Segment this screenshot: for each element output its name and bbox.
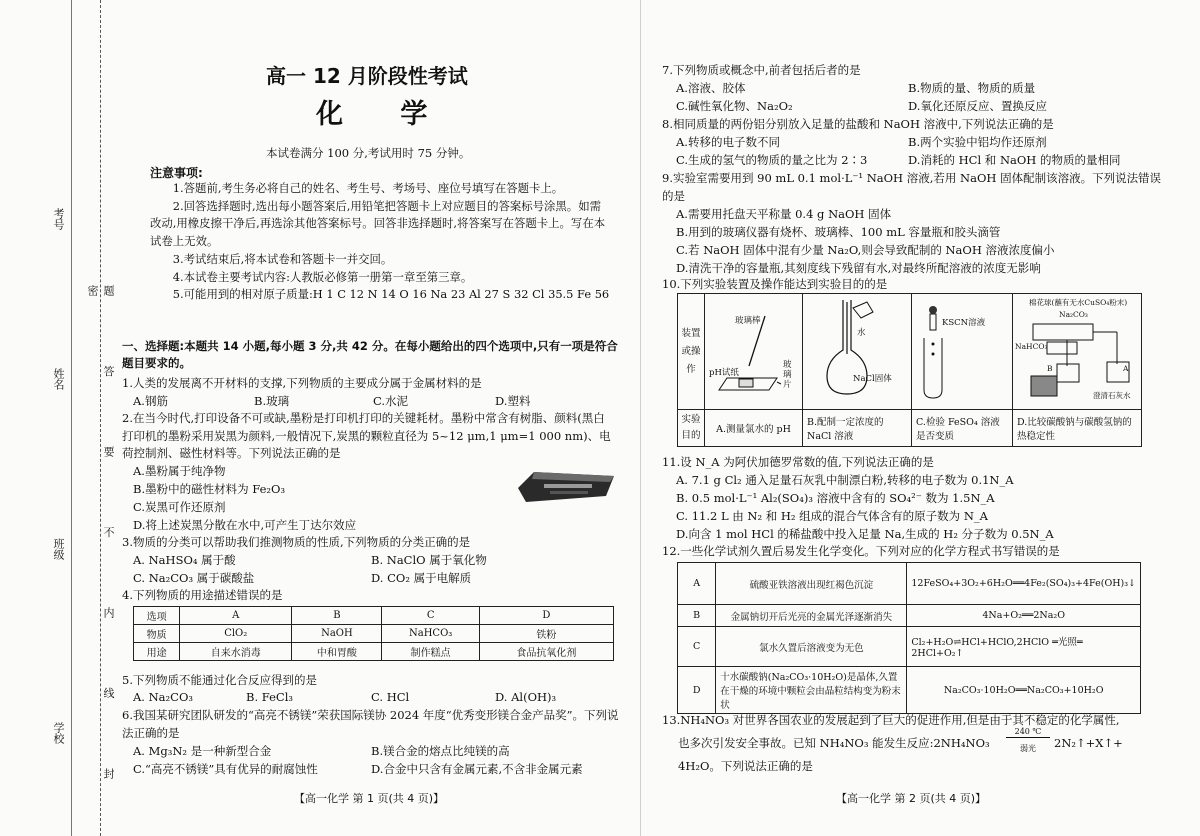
table-cell: 选项 — [134, 607, 180, 625]
q11-option-a: A. 7.1 g Cl₂ 通入足量石灰乳中制漂白粉,转移的电子数为 0.1N_A — [676, 473, 1014, 487]
table-row — [134, 625, 614, 643]
page-footer: 【高一化学 第 1 页(共 4 页)】 — [294, 792, 445, 805]
exam-no-label: 考号 — [52, 208, 65, 230]
question-13-stem-line2: 也多次引发安全事故。已知 NH₄NO₃ 能发生反应:2NH₄NO₃ — [678, 736, 990, 750]
section-heading: 一、选择题:本题共 14 小题,每小题 3 分,共 42 分。在每小题给出的四个选项中,只有一项是符合题目要求的。 — [122, 339, 618, 370]
q7-option-d: D.氧化还原反应、置换反应 — [908, 99, 1047, 113]
question-12-stem: 12.一些化学试剂久置后易发生化学变化。下列对应的化学方程式书写错误的是 — [662, 544, 1060, 558]
q5-option-a: A. Na₂CO₃ — [133, 690, 193, 704]
q12-table — [677, 562, 1141, 714]
table-cell: 物质 — [134, 625, 180, 643]
question-9-stem: 9.实验室需要用到 90 mL 0.1 mol·L⁻¹ NaOH 溶液,若用 NaOH 固体配制该溶液。下列说法错误的是 — [662, 171, 1162, 203]
q2-option-a: A.墨粉属于纯净物 — [133, 464, 226, 478]
subject-title: 化 学 — [316, 99, 452, 130]
page-divider — [640, 0, 641, 836]
table-cell: C — [678, 627, 716, 667]
goal-c: C.检验 FeSO₄ 溶液是否变质 — [912, 410, 1013, 447]
test-tube-diagram — [912, 294, 1012, 406]
apparatus-kscn-test — [912, 294, 1013, 410]
notice-item: 2.回答选择题时,选出每小题答案后,用铅笔把答题卡上对应题目的答案标号涂黑。如需改动,用橡皮擦干净后,再选涂其他答案标号。回答非选择题时,将答案写在答题卡上。写在本试卷上无效。 — [150, 198, 606, 249]
exam-meta: 本试卷满分 100 分,考试用时 75 分钟。 — [266, 146, 471, 160]
q8-option-c: C.生成的氢气的物质的量之比为 2∶3 — [676, 153, 868, 167]
table-cell: C — [382, 607, 479, 625]
label-b: B — [1047, 364, 1053, 373]
q8-option-d: D.消耗的 HCl 和 NaOH 的物质的量相同 — [908, 153, 1121, 167]
question-2-stem: 2.在当今时代,打印设备不可或缺,墨粉是打印机打印的关键耗材。墨粉中常含有树脂、颜料(黑白打印机的墨粉采用炭黑为颜料,一般情况下,炭黑的颗粒直径为 5~12 μm,1 μm=1 000 nm)、电荷控制剂、磁性材料等。下列说法正确的是 — [122, 411, 611, 460]
label-ph-paper: pH试纸 — [709, 368, 739, 378]
q3-option-d: D. CO₂ 属于电解质 — [371, 571, 472, 585]
q3-option-c: C. Na₂CO₃ 属于碳酸盐 — [133, 571, 255, 585]
table-row — [678, 410, 1142, 447]
q8-option-b: B.两个实验中铝均作还原剂 — [908, 135, 1047, 149]
q9-option-c: C.若 NaOH 固体中混有少量 Na₂O,则会导致配制的 NaOH 溶液浓度偏小 — [676, 243, 1055, 257]
q7-option-b: B.物质的量、物质的质量 — [908, 81, 1036, 95]
table-row — [678, 563, 1141, 605]
question-7-stem: 7.下列物质或概念中,前者包括后者的是 — [662, 63, 861, 77]
table-cell: 硫酸亚铁溶液出现红褐色沉淀 — [716, 563, 907, 605]
apparatus-ph-test — [705, 294, 803, 410]
q1-option-a: A.钢筋 — [133, 394, 168, 408]
q2-option-b: B.墨粉中的磁性材料为 Fe₂O₃ — [133, 482, 286, 496]
q9-option-b: B.用到的玻璃仪器有烧杯、玻璃棒、100 mL 容量瓶和胶头滴管 — [676, 225, 1001, 239]
notice-item: 4.本试卷主要考试内容:人教版必修第一册第一章至第三章。 — [172, 269, 473, 284]
table-cell: 氯水久置后溶液变为无色 — [716, 627, 907, 667]
table-cell: 4Na+O₂══2Na₂O — [907, 605, 1141, 627]
table-cell: 铁粉 — [479, 625, 613, 643]
table-row — [678, 294, 1142, 410]
row-head-goal: 实验目的 — [678, 410, 705, 447]
reaction-condition-bottom: 弱光 — [1020, 744, 1036, 753]
question-1-stem: 1.人类的发展离不开材料的支撑,下列物质的主要成分属于金属材料的是 — [122, 376, 482, 390]
question-13-stem-products: 2N₂↑+X↑+ — [1054, 736, 1123, 750]
label-nahco3: NaHCO₃ — [1015, 342, 1048, 351]
notice-item: 5.可能用到的相对原子质量:H 1 C 12 N 14 O 16 Na 23 Al 27 S 32 Cl 35.5 Fe 56 — [172, 287, 610, 302]
label-a: A — [1123, 364, 1129, 373]
label-water: 水 — [857, 328, 866, 338]
question-3-stem: 3.物质的分类可以帮助我们推测物质的性质,下列物质的分类正确的是 — [122, 535, 471, 549]
apparatus-thermal-stability — [1013, 294, 1142, 410]
notice-list — [150, 180, 610, 304]
table-cell: 食品抗氧化剂 — [479, 643, 613, 661]
seal-warning: 题 答 要 不 内 线 封 密 — [86, 285, 115, 812]
table-cell: 十水碳酸钠(Na₂CO₃·10H₂O)是晶体,久置在干燥的环境中颗粒会由晶粒结构变为粉末状 — [716, 667, 907, 714]
q7-option-c: C.碱性氧化物、Na₂O₂ — [676, 99, 793, 113]
table-cell: 中和胃酸 — [292, 643, 382, 661]
q11-option-d: D.向含 1 mol HCl 的稀盐酸中投入足量 Na,生成的 H₂ 分子数为 0.5N_A — [676, 527, 1054, 541]
page-2 — [660, 0, 1190, 836]
table-cell: A — [180, 607, 292, 625]
goal-a: A.测量氯水的 pH — [705, 410, 803, 447]
q2-option-d: D.将上述炭黑分散在水中,可产生丁达尔效应 — [133, 518, 357, 532]
volumetric-flask-diagram — [803, 294, 911, 406]
table-row — [678, 605, 1141, 627]
q1-option-b: B.玻璃 — [254, 394, 290, 408]
q11-option-b: B. 0.5 mol·L⁻¹ Al₂(SO₄)₃ 溶液中含有的 SO₄²⁻ 数为 1.5N_A — [676, 491, 995, 505]
exam-title: 高一 12 月阶段性考试 — [266, 64, 468, 88]
q5-option-c: C. HCl — [371, 690, 410, 704]
q5-option-d: D. Al(OH)₃ — [495, 690, 557, 704]
q3-option-b: B. NaClO 属于氧化物 — [371, 553, 487, 567]
notice-title: 注意事项: — [150, 166, 203, 180]
table-cell: 12FeSO₄+3O₂+6H₂O══4Fe₂(SO₄)₃+4Fe(OH)₃↓ — [907, 563, 1141, 605]
class-label: 班级 — [52, 538, 65, 560]
question-6-stem: 6.我国某研究团队研发的“高亮不锈镁”荣获国际镁协 2024 年度“优秀变形镁合金产品奖”。下列说法正确的是 — [122, 708, 619, 740]
table-cell: B — [292, 607, 382, 625]
row-head-setup: 装置或操作 — [678, 294, 705, 410]
q1-option-d: D.塑料 — [495, 394, 531, 408]
goal-b: B.配制一定浓度的 NaCl 溶液 — [803, 410, 912, 447]
q6-option-d: D.合金中只含有金属元素,不含非金属元素 — [371, 762, 583, 776]
q6-option-a: A. Mg₃N₂ 是一种新型合金 — [133, 744, 272, 758]
q3-option-a: A. NaHSO₄ 属于酸 — [133, 553, 236, 567]
binding-rule — [71, 0, 72, 836]
question-4-stem: 4.下列物质的用途描述错误的是 — [122, 588, 283, 602]
table-row — [134, 607, 614, 625]
table-cell: NaOH — [292, 625, 382, 643]
table-row — [134, 643, 614, 661]
apparatus-solution-prep — [803, 294, 912, 410]
school-label: 学校 — [52, 722, 65, 744]
table-cell: Na₂CO₃·10H₂O══Na₂CO₃+10H₂O — [907, 667, 1141, 714]
table-cell: NaHCO₃ — [382, 625, 479, 643]
table-cell: A — [678, 563, 716, 605]
name-label: 姓名 — [52, 368, 65, 390]
table-cell: 自来水消毒 — [180, 643, 292, 661]
label-kscn: KSCN溶液 — [942, 318, 986, 328]
label-na2co3: Na₂CO₃ — [1059, 310, 1088, 319]
question-13-stem-line1: 13.NH₄NO₃ 对世界各国农业的发展起到了巨大的促进作用,但是由于其不稳定的化学属性, — [662, 713, 1120, 727]
question-8-stem: 8.相同质量的两份铝分别放入足量的盐酸和 NaOH 溶液中,下列说法正确的是 — [662, 117, 1054, 131]
table-cell: 用途 — [134, 643, 180, 661]
label-glass-slide: 玻璃片 — [783, 360, 792, 390]
label-lime-water: 澄清石灰水 — [1093, 391, 1131, 400]
table-cell: ClO₂ — [180, 625, 292, 643]
q7-option-a: A.溶液、胶体 — [676, 81, 746, 95]
table-cell: Cl₂+H₂O⇌HCl+HClO,2HClO ═光照═ 2HCl+O₂↑ — [907, 627, 1141, 667]
reaction-condition-top: 240 ℃ — [1006, 727, 1050, 738]
q10-apparatus-table — [677, 293, 1142, 447]
table-cell: 制作糕点 — [382, 643, 479, 661]
goal-d: D.比较碳酸钠与碳酸氢钠的热稳定性 — [1013, 410, 1142, 447]
q1-option-c: C.水泥 — [373, 394, 409, 408]
notice-item: 3.考试结束后,将本试卷和答题卡一并交回。 — [172, 251, 393, 266]
binding-margin — [0, 0, 115, 836]
table-cell: B — [678, 605, 716, 627]
q6-option-b: B.镁合金的熔点比纯镁的高 — [371, 744, 510, 758]
toner-cartridge-image — [514, 466, 618, 506]
q8-option-a: A.转移的电子数不同 — [676, 135, 780, 149]
q9-option-a: A.需要用托盘天平称量 0.4 g NaOH 固体 — [676, 207, 892, 221]
q6-option-c: C.“高亮不锈镁”具有优异的耐腐蚀性 — [133, 762, 318, 776]
q4-table — [133, 606, 614, 661]
question-5-stem: 5.下列物质不能通过化合反应得到的是 — [122, 673, 317, 687]
table-row — [678, 667, 1141, 714]
label-cotton: 棉花球(蘸有无水CuSO₄粉末) — [1029, 298, 1128, 307]
q5-option-b: B. FeCl₃ — [246, 690, 294, 704]
table-row — [678, 627, 1141, 667]
question-13-stem-line3: 4H₂O。下列说法正确的是 — [678, 759, 813, 773]
page-footer: 【高一化学 第 2 页(共 4 页)】 — [836, 792, 987, 805]
question-11-stem: 11.设 N_A 为阿伏加德罗常数的值,下列说法正确的是 — [662, 455, 934, 469]
table-cell: 金属钠切开后光亮的金属光泽逐渐消失 — [716, 605, 907, 627]
label-glass-rod: 玻璃棒 — [735, 316, 761, 326]
q9-option-d: D.清洗干净的容量瓶,其刻度线下残留有水,对最终所配溶液的浓度无影响 — [676, 261, 1041, 275]
table-cell: D — [479, 607, 613, 625]
q11-option-c: C. 11.2 L 由 N₂ 和 H₂ 组成的混合气体含有的原子数为 N_A — [676, 509, 988, 523]
table-cell: D — [678, 667, 716, 714]
q2-option-c: C.炭黑可作还原剂 — [133, 500, 226, 514]
label-nacl-solid: NaCl固体 — [853, 374, 892, 384]
question-10-stem: 10.下列实验装置及操作能达到实验目的的是 — [662, 277, 888, 291]
page-1 — [116, 0, 630, 836]
notice-item: 1.答题前,考生务必将自己的姓名、考生号、考场号、座位号填写在答题卡上。 — [172, 181, 564, 195]
